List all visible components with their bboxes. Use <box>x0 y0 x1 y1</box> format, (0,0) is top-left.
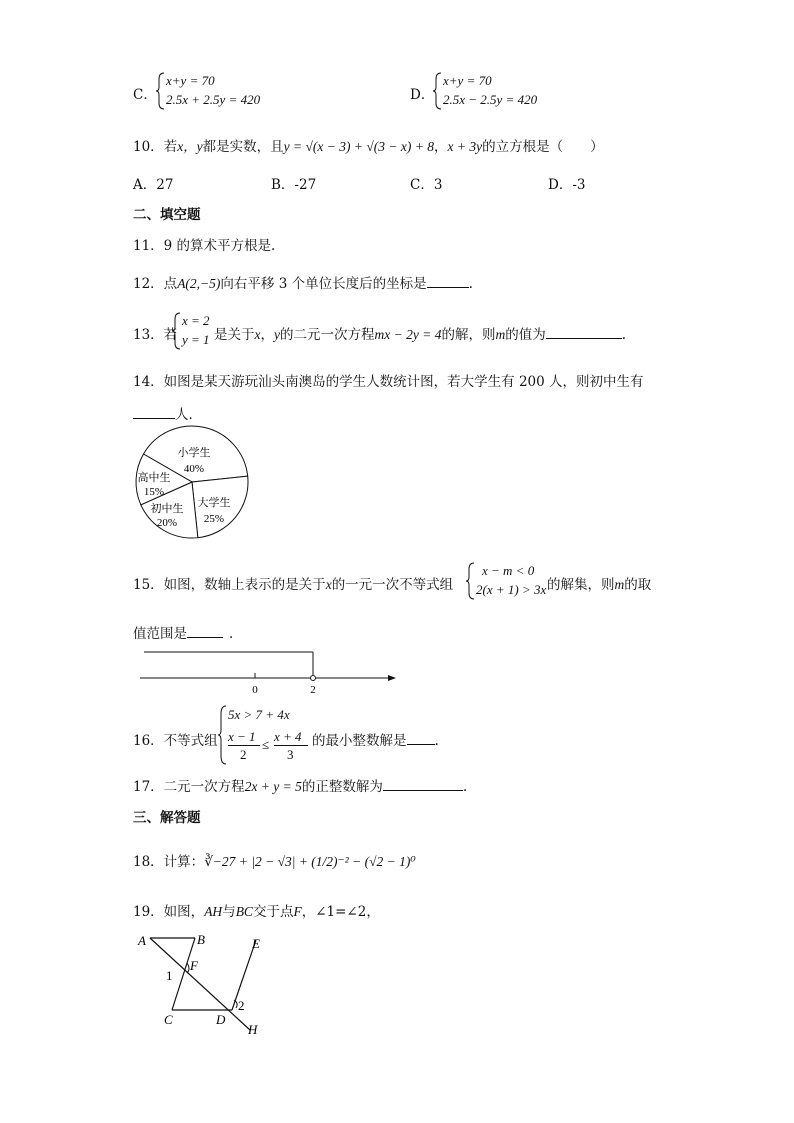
q10-sep: ， <box>434 139 448 155</box>
pie-label-value: 20% <box>156 517 178 529</box>
option-label: C． <box>410 177 434 193</box>
brace-icon <box>172 312 182 350</box>
point-d-label: D <box>216 1012 226 1027</box>
q16-answer-blank[interactable] <box>407 730 435 745</box>
number-line <box>136 648 406 698</box>
q15-post: 的解集，则 <box>547 577 615 593</box>
geometry-figure <box>132 928 272 1038</box>
fraction-bar <box>274 745 308 746</box>
q9-option-c-system <box>156 72 286 112</box>
q17-post: 的正整数解为 <box>301 779 383 795</box>
q16-frac1-den: 2 <box>240 747 247 762</box>
q9-c-eq1: x+y = 70 <box>166 73 215 88</box>
q9-d-eq2: 2.5x − 2.5y = 420 <box>443 92 538 107</box>
q16-stem-rest <box>312 729 439 749</box>
q13-end: . <box>621 327 626 343</box>
q15-eq2: 2(x + 1) > 3x <box>476 582 547 597</box>
pie-chart <box>132 424 252 544</box>
q16-post: 的最小整数解是 <box>312 733 407 749</box>
angle1-arc <box>187 963 189 973</box>
q16-frac2-num: x + 4 <box>274 729 302 744</box>
q19-angle: ∠1=∠2， <box>315 904 380 920</box>
option-value: -3 <box>572 177 586 193</box>
pie-label-name: 初中生 <box>150 503 184 515</box>
fraction-bar <box>228 745 260 746</box>
q16-relation: ≤ <box>262 737 270 752</box>
q15-answer-blank[interactable] <box>187 623 223 638</box>
q13-pre: 13．若 <box>133 327 178 343</box>
q10-expression: x + 3y <box>447 139 483 154</box>
q13-stem-rest <box>214 323 626 343</box>
q15-system <box>466 562 556 602</box>
q19-bc: BC <box>235 904 253 919</box>
q10-option-a <box>133 173 173 193</box>
q10-option-c <box>410 173 442 193</box>
q9-d-eq1: x+y = 70 <box>443 73 492 88</box>
q13-post: 的值为 <box>505 327 546 343</box>
pie-label-name: 大学生 <box>197 497 231 509</box>
q12-end: . <box>468 276 473 292</box>
brace-icon <box>218 705 228 765</box>
option-label: B． <box>271 177 295 193</box>
point-c-label: C <box>164 1012 173 1027</box>
q12-answer-blank[interactable] <box>427 273 469 288</box>
q14-end: 人． <box>175 407 202 423</box>
q15-stem-line2 <box>133 622 243 642</box>
q15-pre: 15．如图，数轴上表示的是关于 <box>133 577 326 593</box>
q14-line1: 14．如图是某天游玩汕头南澳岛的学生人数统计图，若大学生有 200 人，则初中生有 <box>133 374 644 390</box>
q14-answer-blank[interactable] <box>133 404 175 419</box>
q15-end: ． <box>229 626 243 642</box>
q19-ah: AH <box>204 904 223 919</box>
q10-option-d <box>548 173 585 193</box>
q19-sep: ， <box>301 904 316 920</box>
q12-post: 向右平移 3 个单位长度后的坐标是 <box>220 276 427 292</box>
q9-c-eq2: 2.5x + 2.5y = 420 <box>166 92 261 107</box>
q15-stem-line1 <box>133 573 453 593</box>
q10-text2: 的立方根是（ ） <box>482 139 604 155</box>
q18-pre: 18．计算： <box>133 854 205 870</box>
open-circle-icon <box>311 676 316 681</box>
q19-pre: 19．如图， <box>133 904 205 920</box>
q12-stem <box>133 272 473 292</box>
q17-stem <box>133 775 467 795</box>
q10-stem <box>133 135 604 155</box>
q9-option-d-system <box>433 72 563 112</box>
pie-label-value: 15% <box>143 486 165 498</box>
q15-line2: 值范围是 <box>133 626 187 642</box>
q15-var-m: m <box>614 577 625 592</box>
brace-icon <box>156 72 166 110</box>
q15-mid: 的一元一次不等式组 <box>331 577 454 593</box>
q13-mid3: 的解，则 <box>441 327 496 343</box>
arrow-icon <box>388 675 396 681</box>
angle1-label: 1 <box>166 968 173 983</box>
q19-f: F <box>293 904 302 919</box>
q10-xy: x，y <box>177 139 203 154</box>
q13-var-x: x <box>254 327 261 342</box>
q14-line2 <box>133 403 202 423</box>
q19-stem <box>133 900 380 920</box>
q10-text1: 都是实数，且 <box>202 139 284 155</box>
q12-pre: 12．点 <box>133 276 178 292</box>
q16-end: . <box>434 733 439 749</box>
q18-expression: ∛−27 + |2 − √3| + (1/2)⁻² − (√2 − 1)⁰ <box>204 854 416 869</box>
point-e-label: E <box>252 936 260 951</box>
q13-mid2: 的二元一次方程 <box>280 327 375 343</box>
point-b-label: B <box>197 932 205 947</box>
q15-eq1: x − m < 0 <box>482 563 535 578</box>
q17-end: . <box>462 779 468 795</box>
brace-icon <box>466 562 476 600</box>
q13-var-y: y <box>274 327 280 342</box>
q16-system <box>218 705 308 767</box>
q19-mid: 与 <box>222 904 236 920</box>
q16-frac2-den: 3 <box>287 747 294 762</box>
brace-icon <box>433 72 443 110</box>
q10-number: 10．若 <box>133 139 178 155</box>
point-h-label: H <box>248 1022 258 1037</box>
q16-pre: 16．不等式组 <box>133 733 218 749</box>
angle2-label: 2 <box>238 998 245 1013</box>
q10-equation: y = √(x − 3) + √(3 − x) + 8 <box>283 139 434 154</box>
segment-bc <box>172 938 195 1010</box>
q13-equation: mx − 2y = 4 <box>374 327 442 342</box>
q18-stem <box>133 850 416 870</box>
q17-answer-blank[interactable] <box>383 776 463 791</box>
q16-frac1-num: x − 1 <box>228 729 256 744</box>
q15-var-x: x <box>325 577 332 592</box>
option-value: -27 <box>294 177 317 193</box>
q13-system <box>172 312 212 352</box>
q17-equation: 2x + y = 5 <box>244 779 302 794</box>
pie-label-name: 高中生 <box>137 472 171 484</box>
q9-option-c-label: C． <box>133 87 157 103</box>
q13-sep: ， <box>260 327 274 343</box>
q19-mid2: 交于点 <box>252 904 294 920</box>
q17-pre: 17．二元一次方程 <box>133 779 245 795</box>
q13-eq1: x = 2 <box>182 313 210 328</box>
q13-answer-blank[interactable] <box>546 324 622 339</box>
q9-option-d-label: D． <box>410 87 435 103</box>
q13-var-m: m <box>495 327 506 342</box>
q15-stem-line1-end <box>547 573 651 593</box>
q13-eq2: y = 1 <box>182 332 210 347</box>
pie-label-name: 小学生 <box>177 447 211 459</box>
q15-post2: 的取 <box>624 577 652 593</box>
section-title-solutions: 三、解答题 <box>133 810 201 826</box>
tick-label-0: 0 <box>252 684 258 696</box>
pie-label-value: 25% <box>203 513 225 525</box>
section-title-fill-in: 二、填空题 <box>133 207 201 223</box>
tick-label-2: 2 <box>310 684 316 696</box>
point-a-label: A <box>138 933 146 948</box>
q10-option-b <box>271 173 316 193</box>
option-value: 27 <box>156 177 174 193</box>
point-f-label: F <box>190 958 198 973</box>
pie-label-value: 40% <box>183 463 205 475</box>
q13-mid: 是关于 <box>214 327 255 343</box>
q11-stem: 11．9 的算术平方根是. <box>133 238 276 254</box>
option-label: D． <box>548 177 573 193</box>
q16-eq1: 5x > 7 + 4x <box>228 707 290 722</box>
q12-point: A(2,−5) <box>177 276 221 291</box>
option-label: A． <box>133 177 157 193</box>
option-value: 3 <box>433 177 443 193</box>
